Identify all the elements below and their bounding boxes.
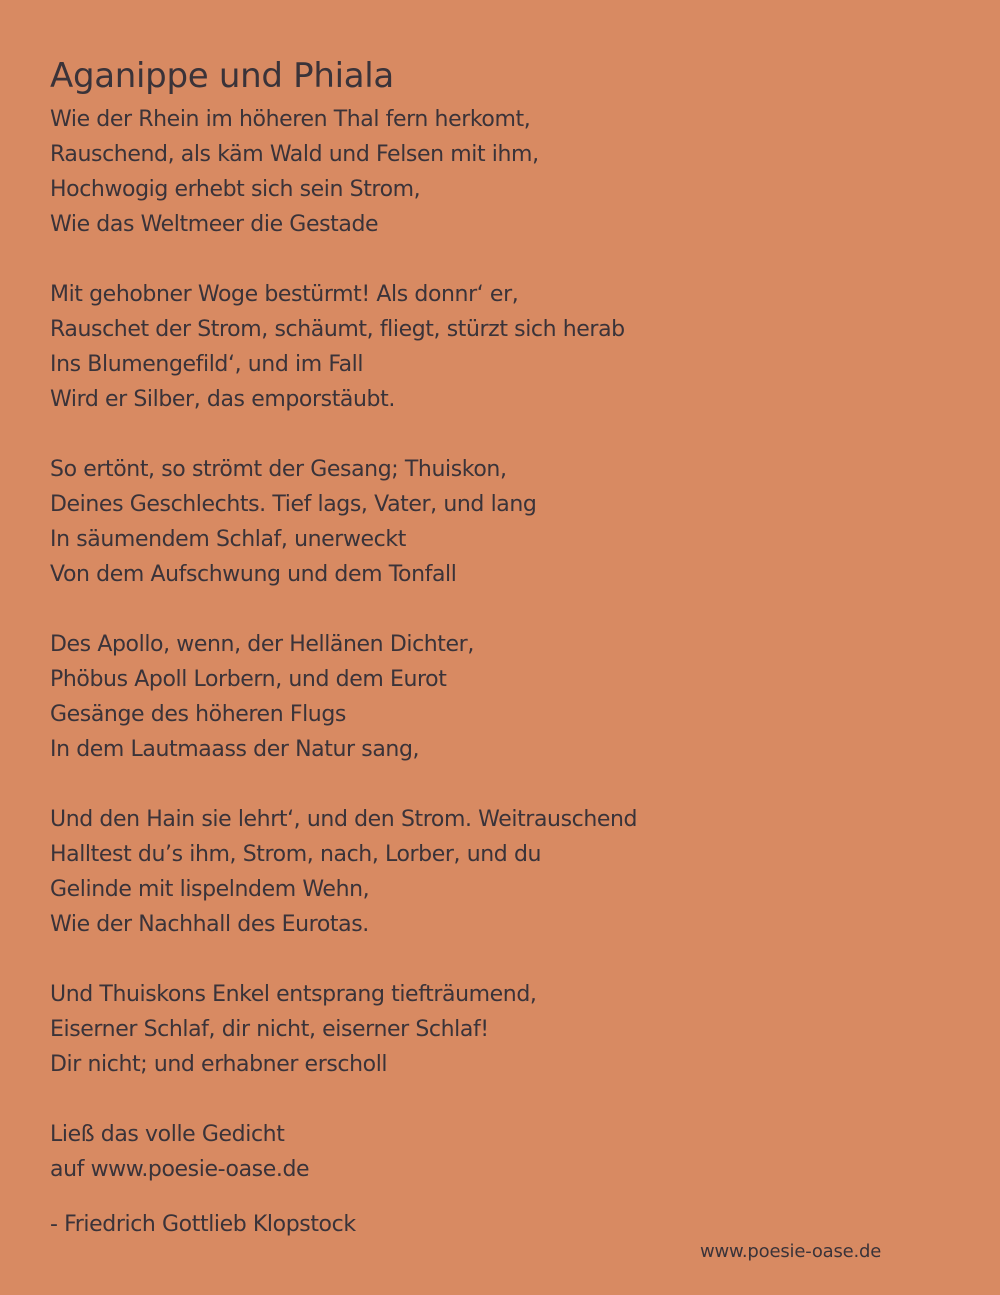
site-watermark: www.poesie-oase.de: [700, 1241, 882, 1262]
poem-line: Gelinde mit lispelndem Wehn,: [50, 877, 370, 902]
poem-line: Rauschend, als käm Wald und Felsen mit ihm,: [50, 142, 539, 167]
stanza-5: [50, 802, 950, 942]
stanza-2: [50, 277, 950, 417]
poem-line: Des Apollo, wenn, der Hellänen Dichter,: [50, 632, 474, 657]
poem-title: Aganippe und Phiala: [50, 56, 394, 96]
poem-line: Gesänge des höheren Flugs: [50, 702, 346, 727]
poem-line: Halltest du’s ihm, Strom, nach, Lorber, und du: [50, 842, 542, 867]
stanza-1: [50, 102, 950, 242]
poem-line: In dem Lautmaass der Natur sang,: [50, 737, 420, 762]
poem-line: Wie das Weltmeer die Gestade: [50, 212, 379, 237]
poem-line: auf www.poesie-oase.de: [50, 1157, 310, 1182]
poem-line: Eiserner Schlaf, dir nicht, eiserner Schlaf!: [50, 1017, 489, 1042]
poem-line: Hochwogig erhebt sich sein Strom,: [50, 177, 421, 202]
poem-line: Deines Geschlechts. Tief lags, Vater, und lang: [50, 492, 537, 517]
poem-line: Rauschet der Strom, schäumt, fliegt, stürzt sich herab: [50, 317, 625, 342]
poem-line: In säumendem Schlaf, unerweckt: [50, 527, 406, 552]
poem-line: Wie der Rhein im höheren Thal fern herkomt,: [50, 107, 531, 132]
poem-line: Wird er Silber, das emporstäubt.: [50, 387, 395, 412]
poem-line: Wie der Nachhall des Eurotas.: [50, 912, 369, 937]
poem-line: Von dem Aufschwung und dem Tonfall: [50, 562, 457, 587]
poem-line: Phöbus Apoll Lorbern, und dem Eurot: [50, 667, 447, 692]
stanza-4: [50, 627, 950, 767]
poem-author: - Friedrich Gottlieb Klopstock: [50, 1212, 356, 1237]
poem-page: [50, 52, 950, 1242]
stanza-7: [50, 1117, 950, 1187]
stanza-6: [50, 977, 950, 1082]
poem-line: Ins Blumengefild‘, und im Fall: [50, 352, 364, 377]
poem-line: Und Thuiskons Enkel entsprang tiefträumend,: [50, 982, 537, 1007]
stanza-3: [50, 452, 950, 592]
poem-line: Und den Hain sie lehrt‘, und den Strom. Weitrauschend: [50, 807, 638, 832]
poem-line: Mit gehobner Woge bestürmt! Als donnr‘ er,: [50, 282, 519, 307]
poem-line: So ertönt, so strömt der Gesang; Thuiskon,: [50, 457, 507, 482]
poem-line: Dir nicht; und erhabner erscholl: [50, 1052, 388, 1077]
poem-line: Ließ das volle Gedicht: [50, 1122, 285, 1147]
